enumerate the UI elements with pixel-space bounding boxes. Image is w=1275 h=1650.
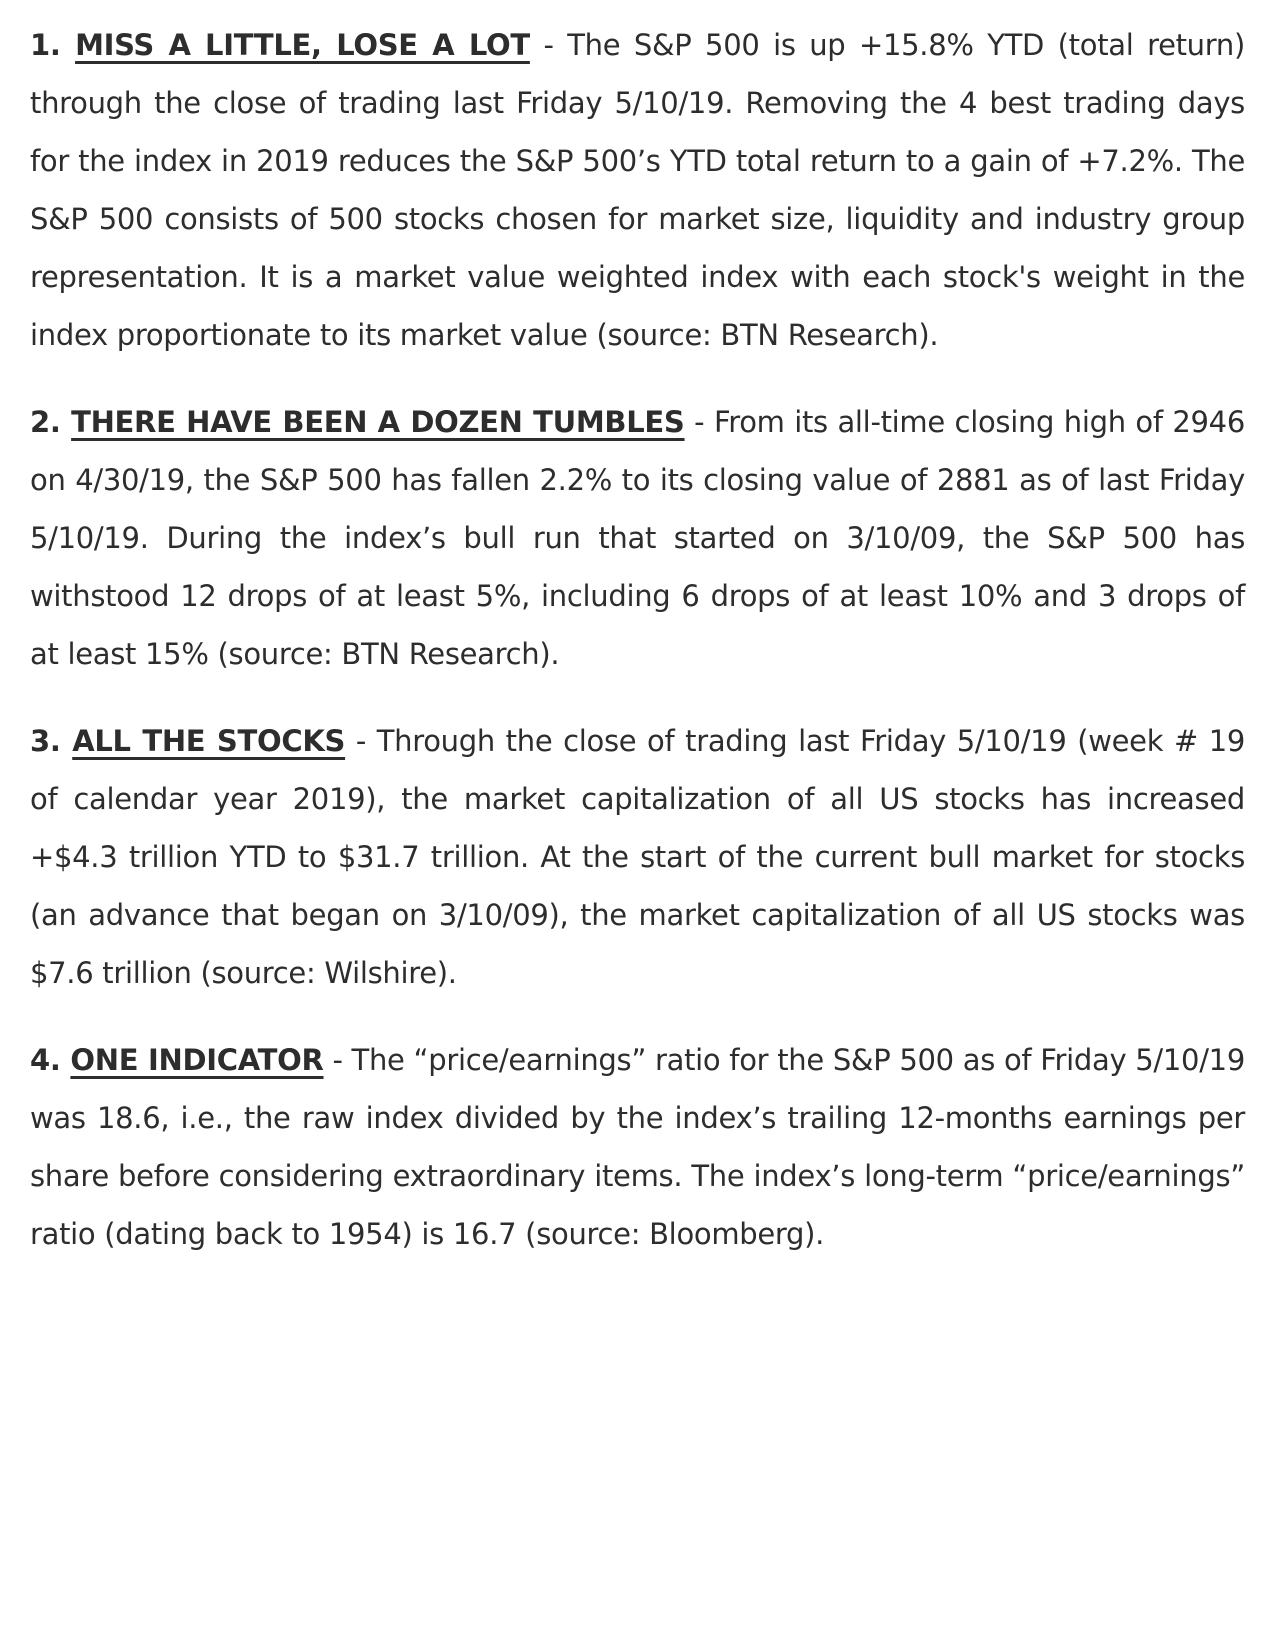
paragraph-title: MISS A LITTLE, LOSE A LOT — [75, 28, 530, 62]
paragraph-body: From its all-time closing high of 2946 on 4/30/19, the S&P 500 has fallen 2.2% to its closing value of 2881 as of last Friday 5/10/19. During the index’s bull run that started on 3/10/09, the S&P 500 has withstood 12 drops of at least 5%, including 6 drops of at least 10% and 3 drops of at least 15% (source: BTN Research). — [30, 405, 1245, 671]
paragraph-title: ALL THE STOCKS — [72, 724, 346, 758]
paragraph-body: The S&P 500 is up +15.8% YTD (total return) through the close of trading last Friday 5/10/19. Removing the 4 best trading days for the index in 2019 reduces the S&P 500’s YTD total return to a gain of +7.2%. The S&P 500 consists of 500 stocks chosen for market size, liquidity and industry group representation. It is a market value weighted index with each stock's weight in the index proportionate to its market value (source: BTN Research). — [30, 28, 1245, 352]
paragraph-dozen-tumbles — [30, 393, 1245, 683]
paragraph-body: Through the close of trading last Friday 5/10/19 (week # 19 of calendar year 2019), the market capitalization of all US stocks has increased +$4.3 trillion YTD to $31.7 trillion. At the start of the current bull market for stocks (an advance that began on 3/10/09), the market capitalization of all US stocks was $7.6 trillion (source: Wilshire). — [30, 724, 1245, 990]
paragraph-number: 4. — [30, 1043, 71, 1077]
paragraph-number: 1. — [30, 28, 76, 62]
paragraph-miss-a-little — [30, 16, 1245, 364]
paragraph-one-indicator — [30, 1031, 1245, 1263]
paragraph-all-the-stocks — [30, 712, 1245, 1002]
paragraph-body: The “price/earnings” ratio for the S&P 500 as of Friday 5/10/19 was 18.6, i.e., the raw index divided by the index’s trailing 12-months earnings per share before considering extraordinary items. The index’s long-term “price/earnings” ratio (dating back to 1954) is 16.7 (source: Bloomberg). — [30, 1043, 1245, 1251]
paragraph-number: 3. — [30, 724, 73, 758]
paragraph-number: 2. — [30, 405, 72, 439]
paragraph-separator: - — [345, 724, 377, 758]
paragraph-separator: - — [323, 1043, 352, 1077]
paragraph-separator: - — [684, 405, 714, 439]
paragraph-separator: - — [529, 28, 568, 62]
paragraph-title: ONE INDICATOR — [70, 1043, 324, 1077]
paragraph-title: THERE HAVE BEEN A DOZEN TUMBLES — [71, 405, 685, 439]
